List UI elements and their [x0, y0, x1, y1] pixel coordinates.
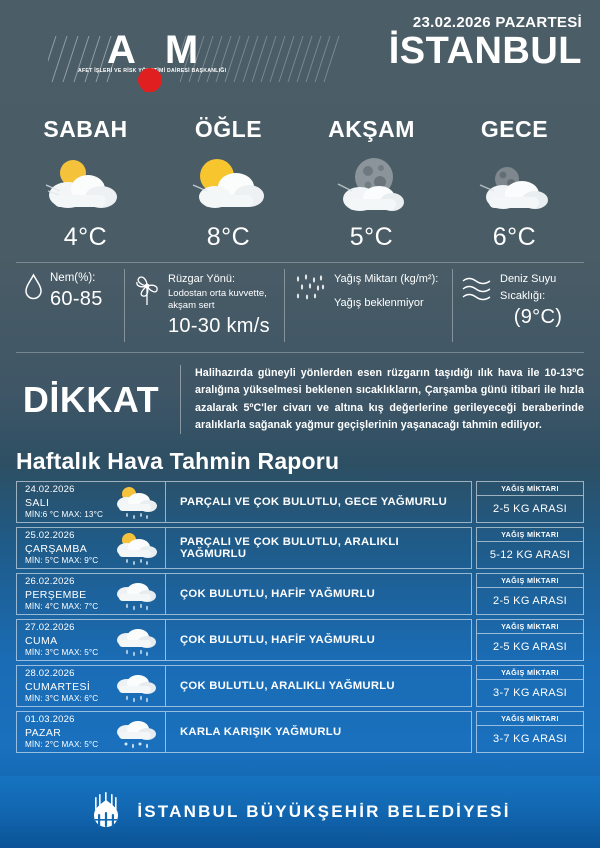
weekly-forecast-table [16, 481, 584, 753]
weekly-forecast-title: Haftalık Hava Tahmin Raporu [16, 448, 340, 475]
cloud-rain-icon [109, 622, 161, 658]
info-precipitation [284, 269, 452, 342]
daypart-aksam [300, 116, 443, 252]
sun-behind-cloud-rain-icon [109, 530, 161, 566]
row-rain-cell [476, 711, 584, 753]
rain-amount-header: YAĞIŞ MİKTARI [476, 619, 584, 634]
row-description: KARLA KARIŞIK YAĞMURLU [166, 711, 472, 753]
moon-behind-cloud-icon [300, 147, 443, 221]
row-day-cell [16, 665, 166, 707]
pinwheel-icon [133, 271, 161, 307]
table-row [16, 711, 584, 753]
rain-amount-value: 3-7 KG ARASI [476, 726, 584, 753]
row-day-cell [16, 573, 166, 615]
rain-amount-value: 3-7 KG ARASI [476, 680, 584, 707]
row-day-name: PAZAR [25, 726, 62, 739]
row-description: ÇOK BULUTLU, ARALIKLI YAĞMURLU [166, 665, 472, 707]
cloud-sleet-icon [109, 714, 161, 750]
humidity-label: Nem(%): [50, 272, 96, 284]
row-date: 24.02.2026 [25, 484, 75, 496]
row-date: 27.02.2026 [25, 622, 75, 634]
row-date: 26.02.2026 [25, 576, 75, 588]
rain-amount-value: 2-5 KG ARASI [476, 496, 584, 523]
row-minmax: MİN: 4°C MAX: 7°C [25, 601, 99, 611]
daypart-label: SABAH [43, 116, 128, 142]
moon-behind-cloud-icon [443, 147, 586, 221]
row-rain-cell [476, 527, 584, 569]
info-humidity [16, 269, 124, 342]
row-minmax: MİN: 2°C MAX: 5°C [25, 739, 99, 749]
rain-amount-value: 2-5 KG ARASI [476, 588, 584, 615]
footer [0, 776, 600, 848]
waves-icon [461, 271, 493, 303]
row-day-cell [16, 711, 166, 753]
wind-label: Rüzgar Yönü: [168, 273, 236, 285]
warning-title: DİKKAT [22, 378, 160, 420]
sun-behind-cloud-rain-icon [109, 484, 161, 520]
akom-logo-subtitle: AFET İŞLERİ VE RİSK YÖNETİMİ DAİRESİ BAŞKANLIĞI [78, 68, 227, 74]
precipitation-label: Yağış Miktarı (kg/m²): [334, 273, 439, 285]
daypart-temperature: 8°C [206, 223, 251, 251]
row-minmax: MİN:6 °C MAX: 13°C [25, 509, 103, 519]
row-description: ÇOK BULUTLU, HAFİF YAĞMURLU [166, 573, 472, 615]
table-row [16, 619, 584, 661]
info-wind [124, 269, 284, 342]
daypart-temperature: 4°C [63, 223, 108, 251]
row-description: PARÇALI VE ÇOK BULUTLU, ARALIKLI YAĞMURLU [166, 527, 472, 569]
row-date: 28.02.2026 [25, 668, 75, 680]
row-day-cell [16, 481, 166, 523]
daypart-label: GECE [480, 116, 549, 142]
rain-amount-value: 2-5 KG ARASI [476, 634, 584, 661]
row-minmax: MİN: 3°C MAX: 6°C [25, 693, 99, 703]
daypart-label: AKŞAM [328, 116, 415, 142]
row-day-name: PERŞEMBE [25, 588, 87, 601]
city-name: İSTANBUL [388, 30, 582, 72]
row-day-name: SALI [25, 496, 50, 509]
row-rain-cell [476, 665, 584, 707]
row-minmax: MİN: 5°C MAX: 9°C [25, 555, 99, 565]
header [0, 0, 600, 108]
footer-text: İSTANBUL BÜYÜKŞEHİR BELEDİYESİ [137, 802, 511, 821]
daypart-label: ÖĞLE [194, 116, 263, 142]
row-rain-cell [476, 619, 584, 661]
rain-drops-icon [293, 271, 327, 307]
row-minmax: MİN: 3°C MAX: 5°C [25, 647, 99, 657]
daypart-gece [443, 116, 586, 252]
daypart-temperature: 5°C [349, 223, 394, 251]
rain-amount-header: YAĞIŞ MİKTARI [476, 711, 584, 726]
row-date: 01.03.2026 [25, 714, 75, 726]
cloud-rain-icon [109, 668, 161, 704]
table-row [16, 481, 584, 523]
warning-section [16, 365, 584, 434]
sun-behind-cloud-icon [14, 147, 157, 221]
daypart-temperature: 6°C [492, 223, 537, 251]
rain-amount-header: YAĞIŞ MİKTARI [476, 573, 584, 588]
info-strip [16, 262, 584, 353]
daypart-ogle [157, 116, 300, 252]
wind-speed: 10-30 km/s [168, 315, 270, 338]
akom-logo [78, 30, 226, 74]
row-day-name: CUMA [25, 634, 58, 647]
daypart-sabah [14, 116, 157, 252]
precipitation-value: Yağış beklenmiyor [334, 296, 424, 309]
table-row [16, 665, 584, 707]
sea-temperature-label: Deniz Suyu Sıcaklığı: [500, 273, 557, 302]
sea-temperature-value: (9°C) [513, 306, 563, 328]
row-rain-cell [476, 573, 584, 615]
warning-text: Halihazırda güneyli yönlerden esen rüzgarın taşıdığı ılık hava ile 10-13ºC aralığına yükselmesi beklenen sıcaklıkların, Çarşamba günü itibari ile hızla azalarak 5ºC'ler civarı ve altına kış değerlerine gerileyeceği beraberinde aralıklarla sağanak yağmur geçişlerinin yaşanacağı tahmin ediliyor. [180, 365, 584, 434]
rain-amount-header: YAĞIŞ MİKTARI [476, 665, 584, 680]
table-row [16, 527, 584, 569]
rain-amount-header: YAĞIŞ MİKTARI [476, 481, 584, 496]
sun-behind-cloud-icon [157, 147, 300, 221]
row-day-cell [16, 619, 166, 661]
row-description: PARÇALI VE ÇOK BULUTLU, GECE YAĞMURLU [166, 481, 472, 523]
dayparts-row [0, 108, 600, 256]
report-date: 23.02.2026 PAZARTESİ [412, 14, 582, 31]
humidity-value: 60-85 [50, 287, 103, 310]
row-rain-cell [476, 481, 584, 523]
water-drop-icon [24, 271, 43, 301]
row-description: ÇOK BULUTLU, HAFİF YAĞMURLU [166, 619, 472, 661]
row-day-name: ÇARŞAMBA [25, 542, 88, 555]
cloud-rain-icon [109, 576, 161, 612]
wind-description: Lodostan orta kuvvette, akşam sert [168, 287, 267, 312]
row-day-name: CUMARTESİ [25, 680, 91, 693]
rain-amount-header: YAĞIŞ MİKTARI [476, 527, 584, 542]
info-sea-temperature [452, 269, 584, 342]
row-date: 25.02.2026 [25, 530, 75, 542]
row-day-cell [16, 527, 166, 569]
table-row [16, 573, 584, 615]
rain-amount-value: 5-12 KG ARASI [476, 542, 584, 569]
akom-wordmark: A M [107, 28, 198, 72]
istanbul-tulip-mosque-icon [89, 791, 123, 833]
